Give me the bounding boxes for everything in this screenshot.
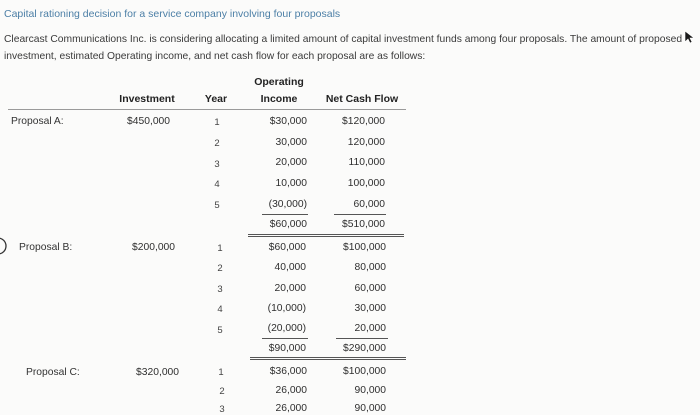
proposal-a-ncf: 100,000 <box>347 178 385 189</box>
proposal-c-income: 26,000 <box>275 403 307 414</box>
proposal-c-ncf: 90,000 <box>354 403 386 414</box>
proposal-c-label: Proposal C: <box>26 367 80 378</box>
proposal-c-year: 2 <box>219 386 225 397</box>
proposal-b-year: 5 <box>217 325 223 336</box>
proposal-b-income: 20,000 <box>274 283 306 294</box>
page-title: Capital rationing decision for a service company involving four proposals <box>4 8 341 20</box>
proposal-b-year: 1 <box>217 243 223 254</box>
proposal-a-income: (30,000) <box>268 199 307 210</box>
proposal-c-ncf: 90,000 <box>354 385 386 396</box>
proposal-a-label: Proposal A: <box>11 116 64 127</box>
proposal-b-income-total: $90,000 <box>268 343 306 354</box>
proposal-a-year: 2 <box>214 138 220 149</box>
proposal-c-year: 1 <box>218 367 224 378</box>
proposal-a-ncf: 110,000 <box>348 157 385 168</box>
header-net-cash-flow: Net Cash Flow <box>325 93 399 105</box>
proposal-b-year: 2 <box>217 263 223 274</box>
proposal-a-income: 20,000 <box>275 157 307 168</box>
total-double-underline <box>250 357 406 360</box>
proposal-a-ncf-total: $510,000 <box>342 219 385 230</box>
proposal-b-income: (10,000) <box>267 303 306 314</box>
mouse-cursor-icon <box>684 30 696 44</box>
proposal-a-ncf: 60,000 <box>353 199 385 210</box>
total-underline <box>262 338 308 339</box>
proposal-b-ncf: 80,000 <box>354 262 386 273</box>
problem-description: Clearcast Communications Inc. is considering allocating a limited amount of capital investment funds among four proposals. The amount of proposed investment, estimated Operating income, and net cash flow for each proposal are as follows: <box>4 34 683 62</box>
proposal-a-year: 1 <box>214 117 220 128</box>
proposal-b-ncf: 20,000 <box>354 323 386 334</box>
proposal-a-year: 3 <box>214 159 220 170</box>
proposal-a-income: 10,000 <box>275 178 307 189</box>
proposal-b-income: (20,000) <box>267 323 306 334</box>
proposal-c-year: 3 <box>219 404 225 415</box>
proposal-c-income: 26,000 <box>275 385 307 396</box>
total-double-underline <box>248 234 404 237</box>
total-underline <box>334 214 386 215</box>
header-divider <box>8 109 406 110</box>
proposal-b-ncf: 60,000 <box>354 283 386 294</box>
header-operating-income-line2: Income <box>260 93 298 105</box>
proposal-c-investment: $320,000 <box>136 367 179 378</box>
header-operating-income-line1: Operating <box>254 76 304 88</box>
proposal-a-income: 30,000 <box>275 137 307 148</box>
header-year: Year <box>204 93 228 105</box>
proposal-a-year: 5 <box>214 200 220 211</box>
proposal-b-investment: $200,000 <box>132 242 175 253</box>
proposal-c-ncf: $100,000 <box>343 366 386 377</box>
proposal-a-income: $30,000 <box>269 116 307 127</box>
proposal-b-year: 3 <box>217 284 223 295</box>
proposal-b-ncf: $100,000 <box>343 242 386 253</box>
proposal-c-income: $36,000 <box>269 366 307 377</box>
proposal-a-ncf: $120,000 <box>342 116 385 127</box>
proposal-b-income: 40,000 <box>274 262 306 273</box>
total-underline <box>336 338 388 339</box>
header-investment: Investment <box>119 93 175 105</box>
proposal-b-circle-icon <box>0 237 12 255</box>
proposal-b-ncf: 30,000 <box>354 303 386 314</box>
total-underline <box>262 214 308 215</box>
proposal-a-income-total: $60,000 <box>269 219 307 230</box>
proposal-a-investment: $450,000 <box>127 116 170 127</box>
proposal-a-year: 4 <box>214 179 220 190</box>
proposal-b-label: Proposal B: <box>19 242 73 253</box>
proposal-a-ncf: 120,000 <box>347 137 385 148</box>
proposal-b-income: $60,000 <box>268 242 306 253</box>
proposal-b-ncf-total: $290,000 <box>343 343 386 354</box>
proposal-b-year: 4 <box>217 304 223 315</box>
